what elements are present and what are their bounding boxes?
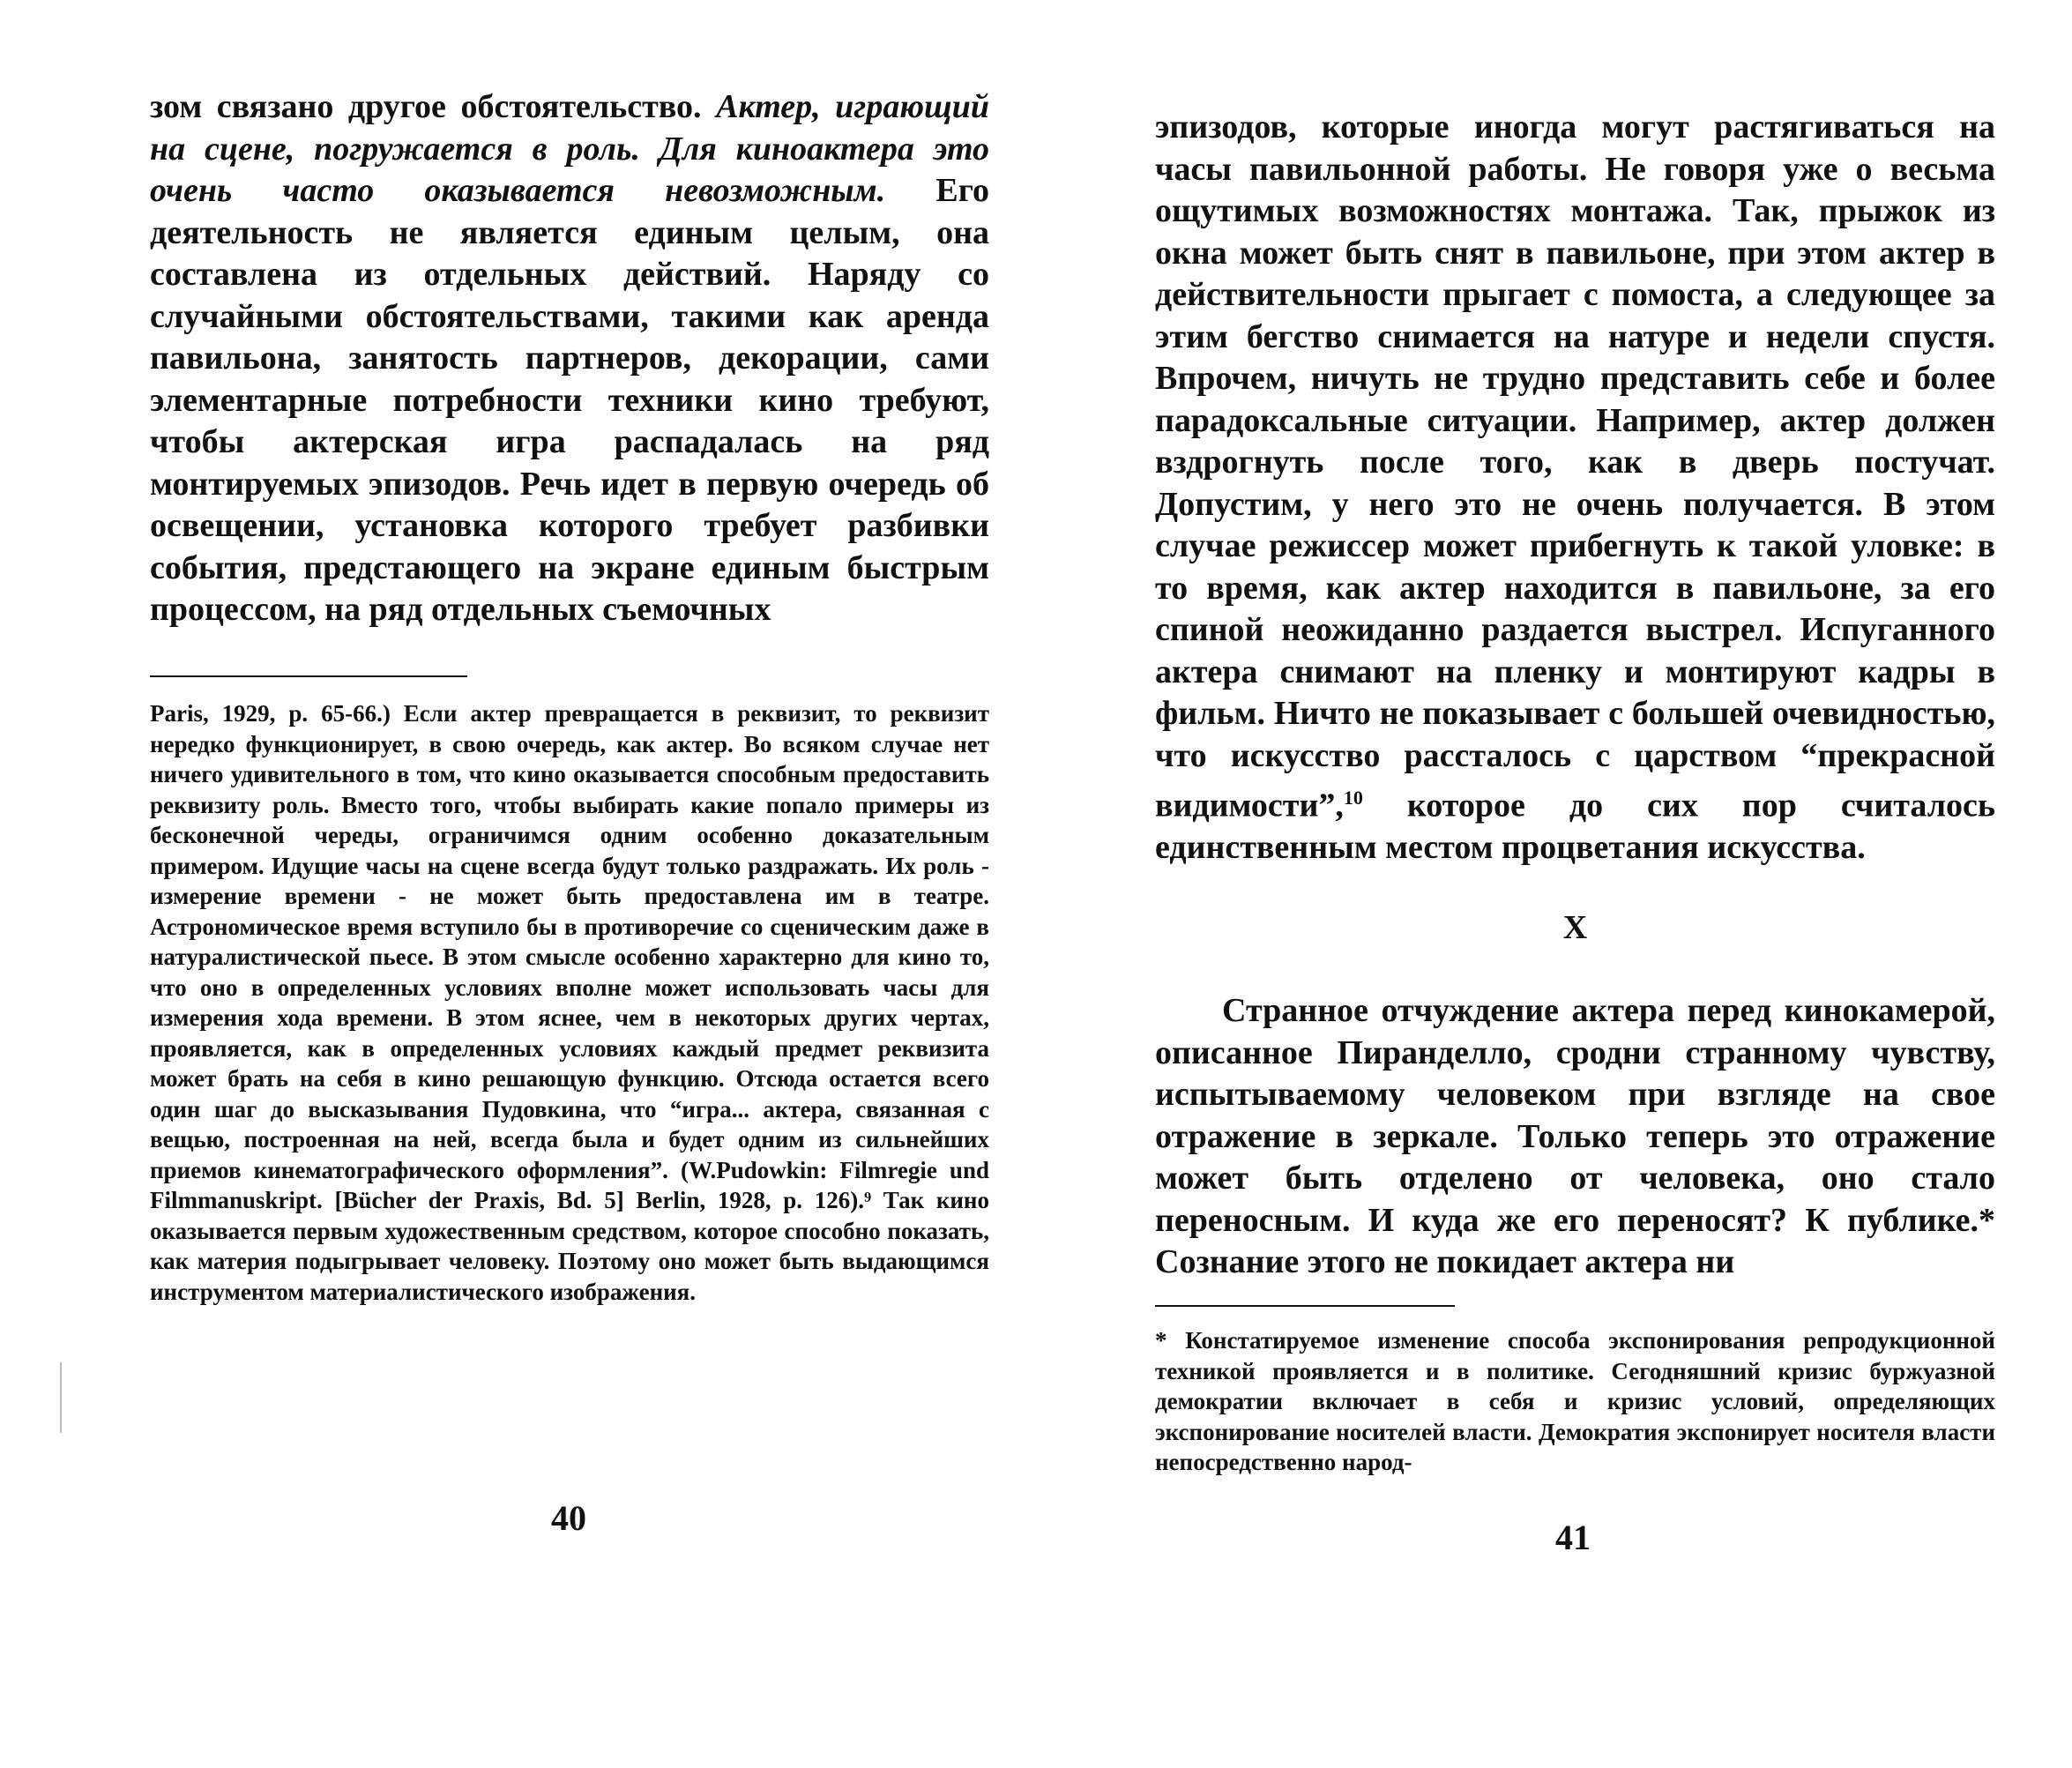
right-page — [1036, 0, 2072, 1768]
left-body-text-end: Его деятельность не является единым целым, она составлена из отдельных действий. Наряду со случайными обстоятельствами, такими как аренда павильона, занятость партнеров, декорации, сами элементарные потребности техники кино требуют, чтобы актерская игра распадалась на ряд монтируемых эпизодов. Речь идет в первую очередь об освещении, установка которого требует разбивки события, предстающего на экране единым быстрым процессом, на ряд отдельных съемочных — [150, 172, 989, 628]
right-body-paragraph-1 — [1155, 107, 1995, 869]
right-body-text-end: которое до сих пор считалось единственным местом процветания искусства. — [1155, 787, 1995, 867]
left-body-paragraph — [150, 86, 989, 631]
right-page-number: 41 — [1555, 1518, 1591, 1557]
right-footnote-divider — [1155, 1305, 1455, 1307]
left-page-number: 40 — [551, 1498, 586, 1538]
right-body-paragraph-2: Странное отчуждение актера перед кинокамерой, описанное Пиранделло, сродни странному чувству, испытываемому человеком при взгляде на свое отражение в зеркале. Только теперь это отражение может быть отделено от человека, оно стало переносным. И куда же его переносят? К публике.* Сознание этого не покидает актера ни — [1155, 992, 1995, 1280]
right-body-text-start: эпизодов, которые иногда могут растягиваться на часы павильонной работы. Не говоря уже о весьма ощутимых возможностях монтажа. Так, прыжок из окна может быть снят в павильоне, при этом актер в действительности прыгает с помоста, а следующее за этим бегство снимается на натуре и недели спустя. Впрочем, ничуть не трудно представить себе и более парадоксальные ситуации. Например, актер должен вздрогнуть после того, как в дверь постучат. Допустим, у него это не очень получается. В этом случае режиссер может прибегнуть к такой уловке: в то время, как актер находится в павильоне, за его спиной неожиданно раздается выстрел. Испуганного актера снимают на пленку и монтируют кадры в фильм. Ничто не показывает с большей очевидностью, что искусство рассталось с царством “прекрасной видимости”, — [1155, 108, 1995, 824]
left-footnote-divider — [150, 675, 467, 677]
footnote-reference: 10 — [1343, 787, 1363, 809]
section-heading: X — [1562, 909, 1588, 946]
left-body-italic-text: Актер, играющий на сцене, погружается в роль. Для киноактера это очень часто оказывается невозможным. — [150, 88, 989, 209]
right-footnote: * Констатируемое изменение способа экспонирования репродукционной техникой проявляется и в политике. Сегодняшний кризис буржуазной демократии включает в себя и кризис условий, определяющих экспонирование носителей власти. Демократия экспонирует носителя власти непосредственно народ- — [1155, 1327, 1995, 1475]
left-footnote: Paris, 1929, p. 65-66.) Если актер превращается в реквизит, то реквизит нередко функционирует, в свою очередь, как актер. Во всяком случае нет ничего удивительного в том, что кино оказывается способным предоставить реквизиту роль. Вместо того, чтобы выбирать какие попало примеры из бесконечной череды, ограничимся одним особенно доказательным примером. Идущие часы на сцене всегда будут только раздражать. Их роль - измерение времени - не может быть предоставлена им в театре. Астрономическое время вступило бы в противоречие со сценическим даже в натуралистической пьесе. В этом смысле особенно характерно для кино то, что оно в определенных условиях вполне может использовать часы для измерения хода времени. В этом яснее, чем в некоторых других чертах, проявляется, как в определенных условиях каждый предмет реквизита может брать на себя в кино решающую функцию. Отсюда остается всего один шаг до высказывания Пудовкина, что “игра... актера, связанная с вещью, построенная на ней, всегда была и будет одним из сильнейших приемов кинематографического оформления”. (W.Pudowkin: Filmregie und Filmmanuskript. [Bücher der Praxis, Bd. 5] Berlin, 1928, p. 126).⁹ Так кино оказывается первым художественным средством, которое способно показать, как материя подыгрывает человеку. Поэтому оно может быть выдающимся инструментом материалистического изображения. — [150, 700, 989, 1305]
scan-artifact-mark — [60, 1362, 62, 1433]
left-body-text-start: зом связано другое обстоятельство. — [150, 88, 717, 125]
